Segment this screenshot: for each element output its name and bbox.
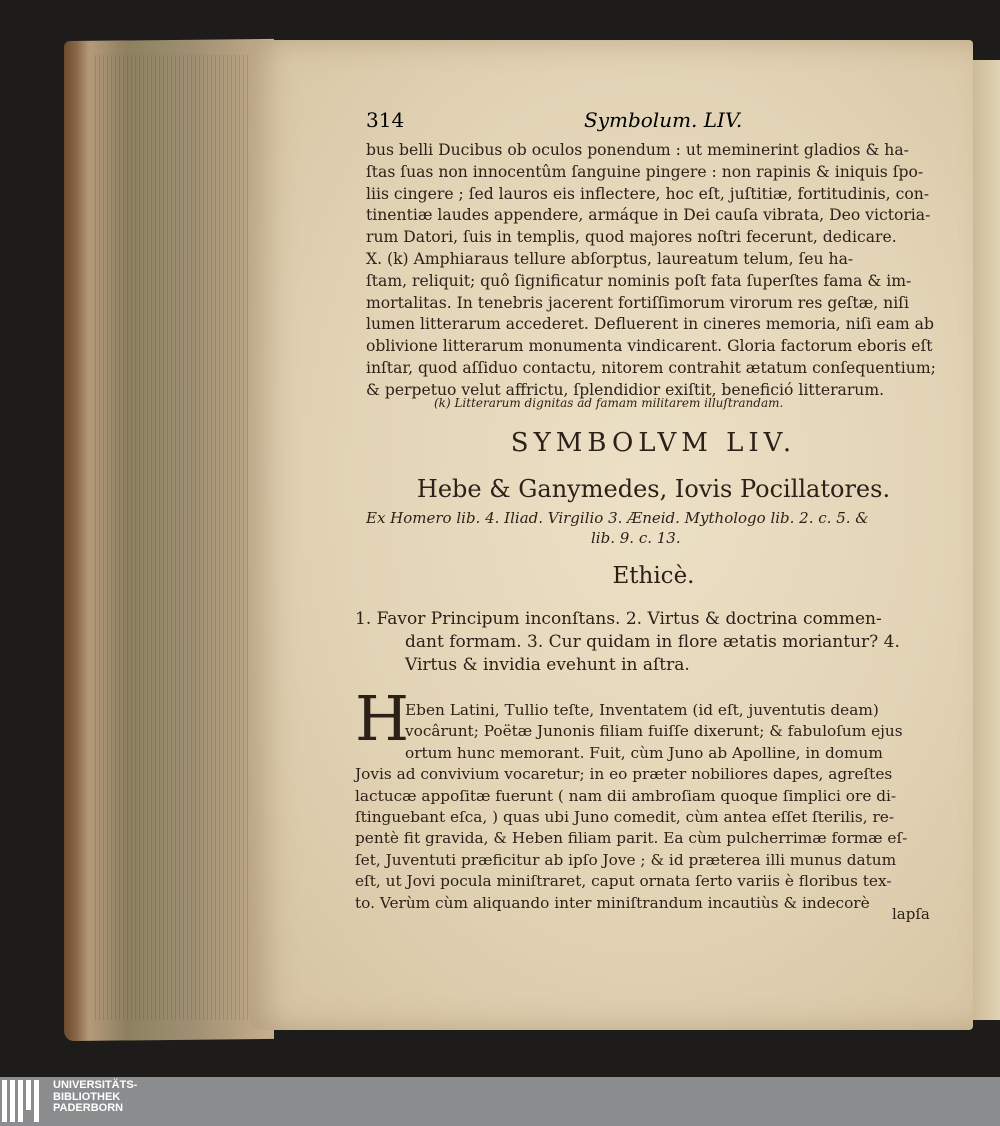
text-line: eſt, ut Jovi pocula miniſtraret, caput ornata ſerto variis è floribus tex- xyxy=(355,872,892,891)
text-line: ſtinguebant eſca, ) quas ubi Juno comedit, cùm antea eſſet ſterilis, re- xyxy=(355,808,894,827)
text-line: vocârunt; Poëtæ Junonis filiam fuiſſe dixerunt; & fabuloſum ejus xyxy=(405,722,903,741)
library-footer-band xyxy=(0,1077,1000,1126)
library-logo-icon xyxy=(2,1080,46,1122)
page-edge-texture xyxy=(95,55,260,1020)
library-name-line: PADERBORN xyxy=(53,1102,124,1114)
text-line: Jovis ad convivium vocaretur; in eo præter nobiliores dapes, agreſtes xyxy=(355,765,893,784)
source-line: lib. 9. c. 13. xyxy=(591,529,681,547)
ethice-list xyxy=(355,608,935,677)
list-line: 1. Favor Principum inconſtans. 2. Virtus & doctrina commen- xyxy=(355,609,882,629)
text-line: to. Verùm cùm aliquando inter miniſtrandum incautiùs & indecorè xyxy=(355,893,870,912)
text-line: tinentiæ laudes appendere, armáque in Dei cauſa vibrata, Deo victoria- xyxy=(366,206,931,225)
library-name-line: BIBLIOTHEK xyxy=(53,1090,121,1103)
running-title: Symbolum. LIV. xyxy=(584,108,743,132)
ethice-heading: Ethicè. xyxy=(612,563,695,589)
source-line: Ex Homero lib. 4. Iliad. Virgilio 3. Æneid. Mythologo lib. 2. c. 5. & xyxy=(366,509,869,527)
text-line: X. (k) Amphiaraus tellure abſorptus, laureatum telum, ſeu ha- xyxy=(366,249,854,268)
paragraph-1 xyxy=(366,140,941,402)
text-line: Eben Latini, Tullio teſte, Inventatem (id eſt, juventutis deam) xyxy=(405,701,879,719)
text-line: oblivione litterarum monumenta vindicarent. Gloria factorum eboris eſt xyxy=(366,337,933,356)
list-line: dant formam. 3. Cur quidam in flore ætatis moriantur? 4. xyxy=(405,632,900,652)
text-line: rum Datori, ſuis in templis, quod majores noſtri fecerunt, dedicare. xyxy=(366,228,897,247)
symbol-subtitle: Hebe & Ganymedes, Iovis Pocillatores. xyxy=(416,475,891,503)
text-line: lactucæ appoſitæ fuerunt ( nam dii ambroſiam quoque ſimplici ore di- xyxy=(355,786,897,805)
text-line: bus belli Ducibus ob oculos ponendum : ut meminerint gladios & ha- xyxy=(366,141,909,159)
symbol-sources xyxy=(366,508,941,548)
footnote: (k) Litterarum dignitas ad famam militarem illuſtrandam. xyxy=(434,396,784,410)
library-name xyxy=(53,1080,137,1115)
text-line: ſtam, reliquit; quô ſignificatur nominis poſt fata ſuperſtes fama & im- xyxy=(366,271,912,290)
text-line: lumen litterarum accederet. Defluerent in cineres memoria, niſi eam ab xyxy=(366,315,934,334)
drop-cap: H xyxy=(355,682,410,755)
text-line: ſtas ſuas non innocentûm ſanguine pingere : non rapinis & iniquis ſpo- xyxy=(366,162,924,181)
page-number: 314 xyxy=(366,108,405,132)
text-line: liis cingere ; ſed lauros eis inflectere, hoc eſt, juſtitiæ, fortitudinis, con- xyxy=(366,184,930,203)
paragraph-2 xyxy=(355,700,935,914)
symbol-title: SYMBOLVM LIV. xyxy=(510,428,797,458)
text-line: inſtar, quod aſſiduo contactu, nitorem contrahit ætatum conſequentium; xyxy=(366,358,936,377)
text-line: & perpetuo velut affrictu, ſplendidior exiſtit, benefició litterarum. xyxy=(366,380,885,399)
text-line: ortum hunc memorant. Fuit, cùm Juno ab Apolline, in domum xyxy=(405,743,883,762)
library-name-line: UNIVERSITÄTS- xyxy=(53,1079,138,1091)
text-line: pentè fit gravida, & Heben filiam parit. Ea cùm pulcherrimæ formæ eſ- xyxy=(355,829,908,848)
catchword: lapſa xyxy=(892,905,930,923)
text-line: ſet, Juventuti præficitur ab ipſo Jove ; & id præterea illi munus datum xyxy=(355,850,897,869)
text-line: mortalitas. In tenebris jacerent fortiſſimorum virorum res geſtæ, niſi xyxy=(366,293,909,312)
list-line: Virtus & invidia evehunt in aſtra. xyxy=(405,655,690,675)
